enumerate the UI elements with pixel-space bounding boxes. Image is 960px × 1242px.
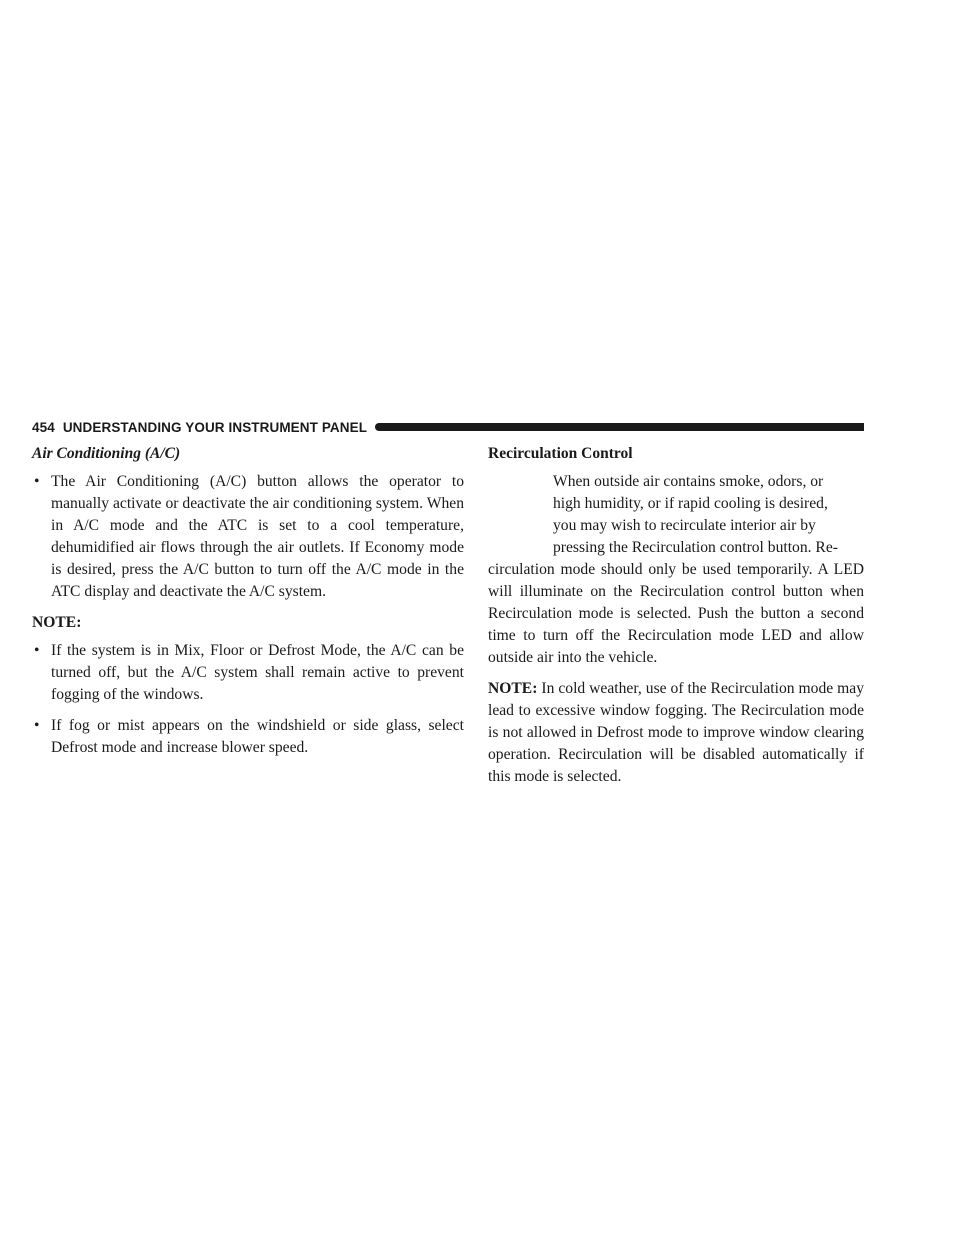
indented-line: you may wish to recirculate interior air by [553, 517, 816, 534]
right-column [488, 443, 864, 797]
indented-line: When outside air contains smoke, odors, or [553, 473, 824, 490]
recirculation-paragraph: circulation mode should only be used temporarily. A LED will illuminate on the Recirculation control button when Recirculation mode is selected. Push the button a second time to turn off the Recirculation mode LED and allow outside air into the vehicle. [488, 561, 864, 666]
recirculation-note [488, 678, 864, 788]
note-text: In cold weather, use of the Recirculation mode may lead to excessive window fogging. The Recirculation mode is not allowed in Defrost mode to improve window clearing operation. Recirculation will be disabled automatically if this mode is selected. [488, 680, 864, 785]
left-column [32, 443, 464, 768]
recirculation-intro-indented [488, 471, 864, 559]
note-label: NOTE: [32, 614, 82, 631]
note-label: NOTE: [488, 680, 538, 697]
ac-button-bullet [32, 471, 464, 603]
indented-line: pressing the Recirculation control button. Re- [553, 539, 838, 556]
header-rule [375, 423, 864, 431]
section-title: UNDERSTANDING YOUR INSTRUMENT PANEL [62, 419, 368, 435]
bullet-icon: • [34, 473, 40, 490]
air-conditioning-subheading: Air Conditioning (A/C) [32, 445, 181, 462]
bullet-text: If fog or mist appears on the windshield or side glass, select Defrost mode and increase blower speed. [51, 717, 464, 756]
bullet-text: The Air Conditioning (A/C) button allows the operator to manually activate or deactivate the air conditioning system. When in A/C mode and the ATC is set to a cool temperature, dehumidified air flows through the air outlets. If Economy mode is desired, press the A/C button to turn off the A/C mode in the ATC display and deactivate the A/C system. [51, 473, 464, 600]
page-number: 454 [32, 419, 55, 435]
header-text [32, 420, 367, 435]
recirculation-control-heading: Recirculation Control [488, 445, 633, 462]
bullet-icon: • [34, 642, 40, 659]
mix-floor-defrost-bullet [32, 640, 464, 706]
indented-line: high humidity, or if rapid cooling is desired, [553, 495, 828, 512]
page-header [32, 418, 864, 436]
bullet-icon: • [34, 717, 40, 734]
bullet-text: If the system is in Mix, Floor or Defrost Mode, the A/C can be turned off, but the A/C system shall remain active to prevent fogging of the windows. [51, 642, 464, 703]
fog-mist-bullet [32, 715, 464, 759]
